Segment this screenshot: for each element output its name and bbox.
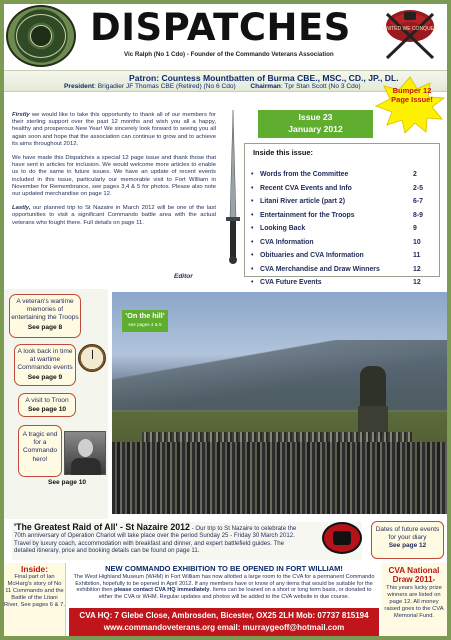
contents-item[interactable]: • Obituaries and CVA Information 11 <box>251 252 421 259</box>
callout-troon-visit[interactable]: A visit to Troon See page 10 <box>18 393 76 417</box>
patron-line: Patron: Countess Mountbatten of Burma CBE., MSC., CD., JP., DL. <box>129 73 399 83</box>
contents-list <box>251 171 435 293</box>
contents-item[interactable]: • CVA Merchandise and Draw Winners 12 <box>251 265 421 273</box>
contents-item[interactable]: • Litani River article (part 2) 6-7 <box>251 198 423 205</box>
cva-hq-contact-bar <box>69 608 379 636</box>
contents-box <box>244 143 440 286</box>
future-events-callout[interactable]: Dates of future events for your diary See page 12 <box>371 521 444 559</box>
commando-memorial-statue <box>360 366 386 408</box>
hq-address: CVA HQ: 7 Glebe Close, Ambrosden, Bicester, OX25 2LH Mob: 07737 815194 <box>79 611 369 620</box>
contents-item[interactable]: • CVA Information 10 <box>251 238 421 246</box>
hq-web-email[interactable]: www.commandoveterans.org email: murraygeoff@hotmail.com <box>103 623 345 632</box>
editor-signature: Editor <box>174 273 193 280</box>
clock-icon <box>78 344 106 372</box>
callout-veteran-memories[interactable]: A veteran's wartime memories of entertaining the Troops See page 8 <box>9 294 81 338</box>
contents-item[interactable]: • Entertainment for the Troops 8-9 <box>251 211 423 219</box>
st-nazaire-feature: 'The Greatest Raid of All' - St Nazaire 2012 - Our trip to St Nazaire to celebrate the 70th anniversary of Operation Chariot will take place over the period Sunday 25 - Friday 30 March 2012. Travel by luxury coach, accommodation with breakfast and dinner, and expert battlefield guides. The detailed itinerary, price and booking details can be found on page 11. <box>12 522 362 560</box>
commando-veterans-association-seal-icon <box>6 5 76 67</box>
contents-item[interactable]: • Recent CVA Events and Info 2-5 <box>251 184 423 192</box>
masthead-subtitle: Vic Ralph (No 1 Cdo) - Founder of the Commando Veterans Association <box>124 51 334 58</box>
bumper-text: Bumper 12 Page Issue! <box>391 86 433 104</box>
contents-item[interactable]: • Words from the Committee 2 <box>251 171 417 178</box>
masthead <box>4 4 447 70</box>
issue-number: Issue 23 <box>298 112 333 122</box>
tragic-see-page[interactable]: See page 10 <box>47 479 87 486</box>
editor-intro: Firstly we would like to take this opportunity to thank all of our members for their sterling support over the past 12 months and wish you all a happy, healthy and prosperous New Year! We sincerely look forward to seeing you all again soon and hope that the association can continue to grow and to achieve its aims throughout 2012. We have made this Dispatches a special 12 page issue and thank those that have sent in articles for inclusion. We would welcome more articles to enable us to do the same in future issues. We have an update of recent events included in this issue, particularly our memorable visit to Fort William in November for Remembrance, see pages 3,4 & 5 for photos. Please also note our updated merchandise on page 12. Lastly, our planned trip to St Nazaire in March 2012 will be one of the last opportunities to visit a significant Commando battle area with the actual veterans who fought there. Full details on page 11. <box>12 112 216 226</box>
inside-feature-box: Inside: Final part of Ian McHarg's story of No 11 Commando and the Battle of the Litani River. See pages 6 & 7. <box>4 563 66 636</box>
officers-line: President: Brigadier JF Thomas CBE (Retired) (No 6 Cdo) Chairman: Tpr Stan Scott (No 3 Cdo) <box>64 83 361 90</box>
exhibition-notice: NEW COMMANDO EXHIBITION TO BE OPENED IN FORT WILLIAM! The West Highland Museum (WHM) in Fort William has now allotted a large room to the CVA for a permanent Commando Exhibition, hopefully to be opened in April 2012. If any members have or know of any items that would be suitable for the exhibition then please contact CVA HQ immediately. Items can be loaned on a short or long term basis, or donated to either the CVA or WHM. Regular updates and photos will be added to the CVA website in due course. <box>69 563 379 607</box>
soldier-portrait-image <box>64 431 106 475</box>
photo-caption: 'On the hill' see pages 4 & 5 <box>122 310 168 332</box>
national-draw-box: CVA National Draw 2011- This years lucky prize winners are listed on page 12. All money raised goes to the CVA Memorial Fund. <box>381 563 447 636</box>
contents-item[interactable]: • CVA Future Events 12 <box>251 279 421 286</box>
st-nazaire-title: 'The Greatest Raid of All' - St Nazaire 2012 <box>14 522 190 532</box>
svg-text:UNITED WE CONQUER: UNITED WE CONQUER <box>382 26 438 32</box>
callout-tragic-end[interactable]: A tragic end for a Commando hero! <box>18 425 62 477</box>
issue-box <box>258 110 373 138</box>
newsletter-title: DISPATCHES <box>90 6 351 49</box>
contents-heading: Inside this issue: <box>253 148 313 157</box>
exhibition-heading: NEW COMMANDO EXHIBITION TO BE OPENED IN FORT WILLIAM! <box>105 564 343 573</box>
contents-item[interactable]: • Looking Back 9 <box>251 225 417 232</box>
newsletter-page <box>4 4 447 636</box>
commando-dagger-icon <box>226 110 240 266</box>
issue-date: January 2012 <box>288 124 343 134</box>
operation-chariot-badge-icon <box>322 522 362 554</box>
bumper-starburst-icon <box>372 76 447 134</box>
callout-look-back[interactable]: A look back in time at wartime Commando events See page 9 <box>14 344 76 386</box>
crossed-fighting-knives-icon <box>375 6 445 64</box>
